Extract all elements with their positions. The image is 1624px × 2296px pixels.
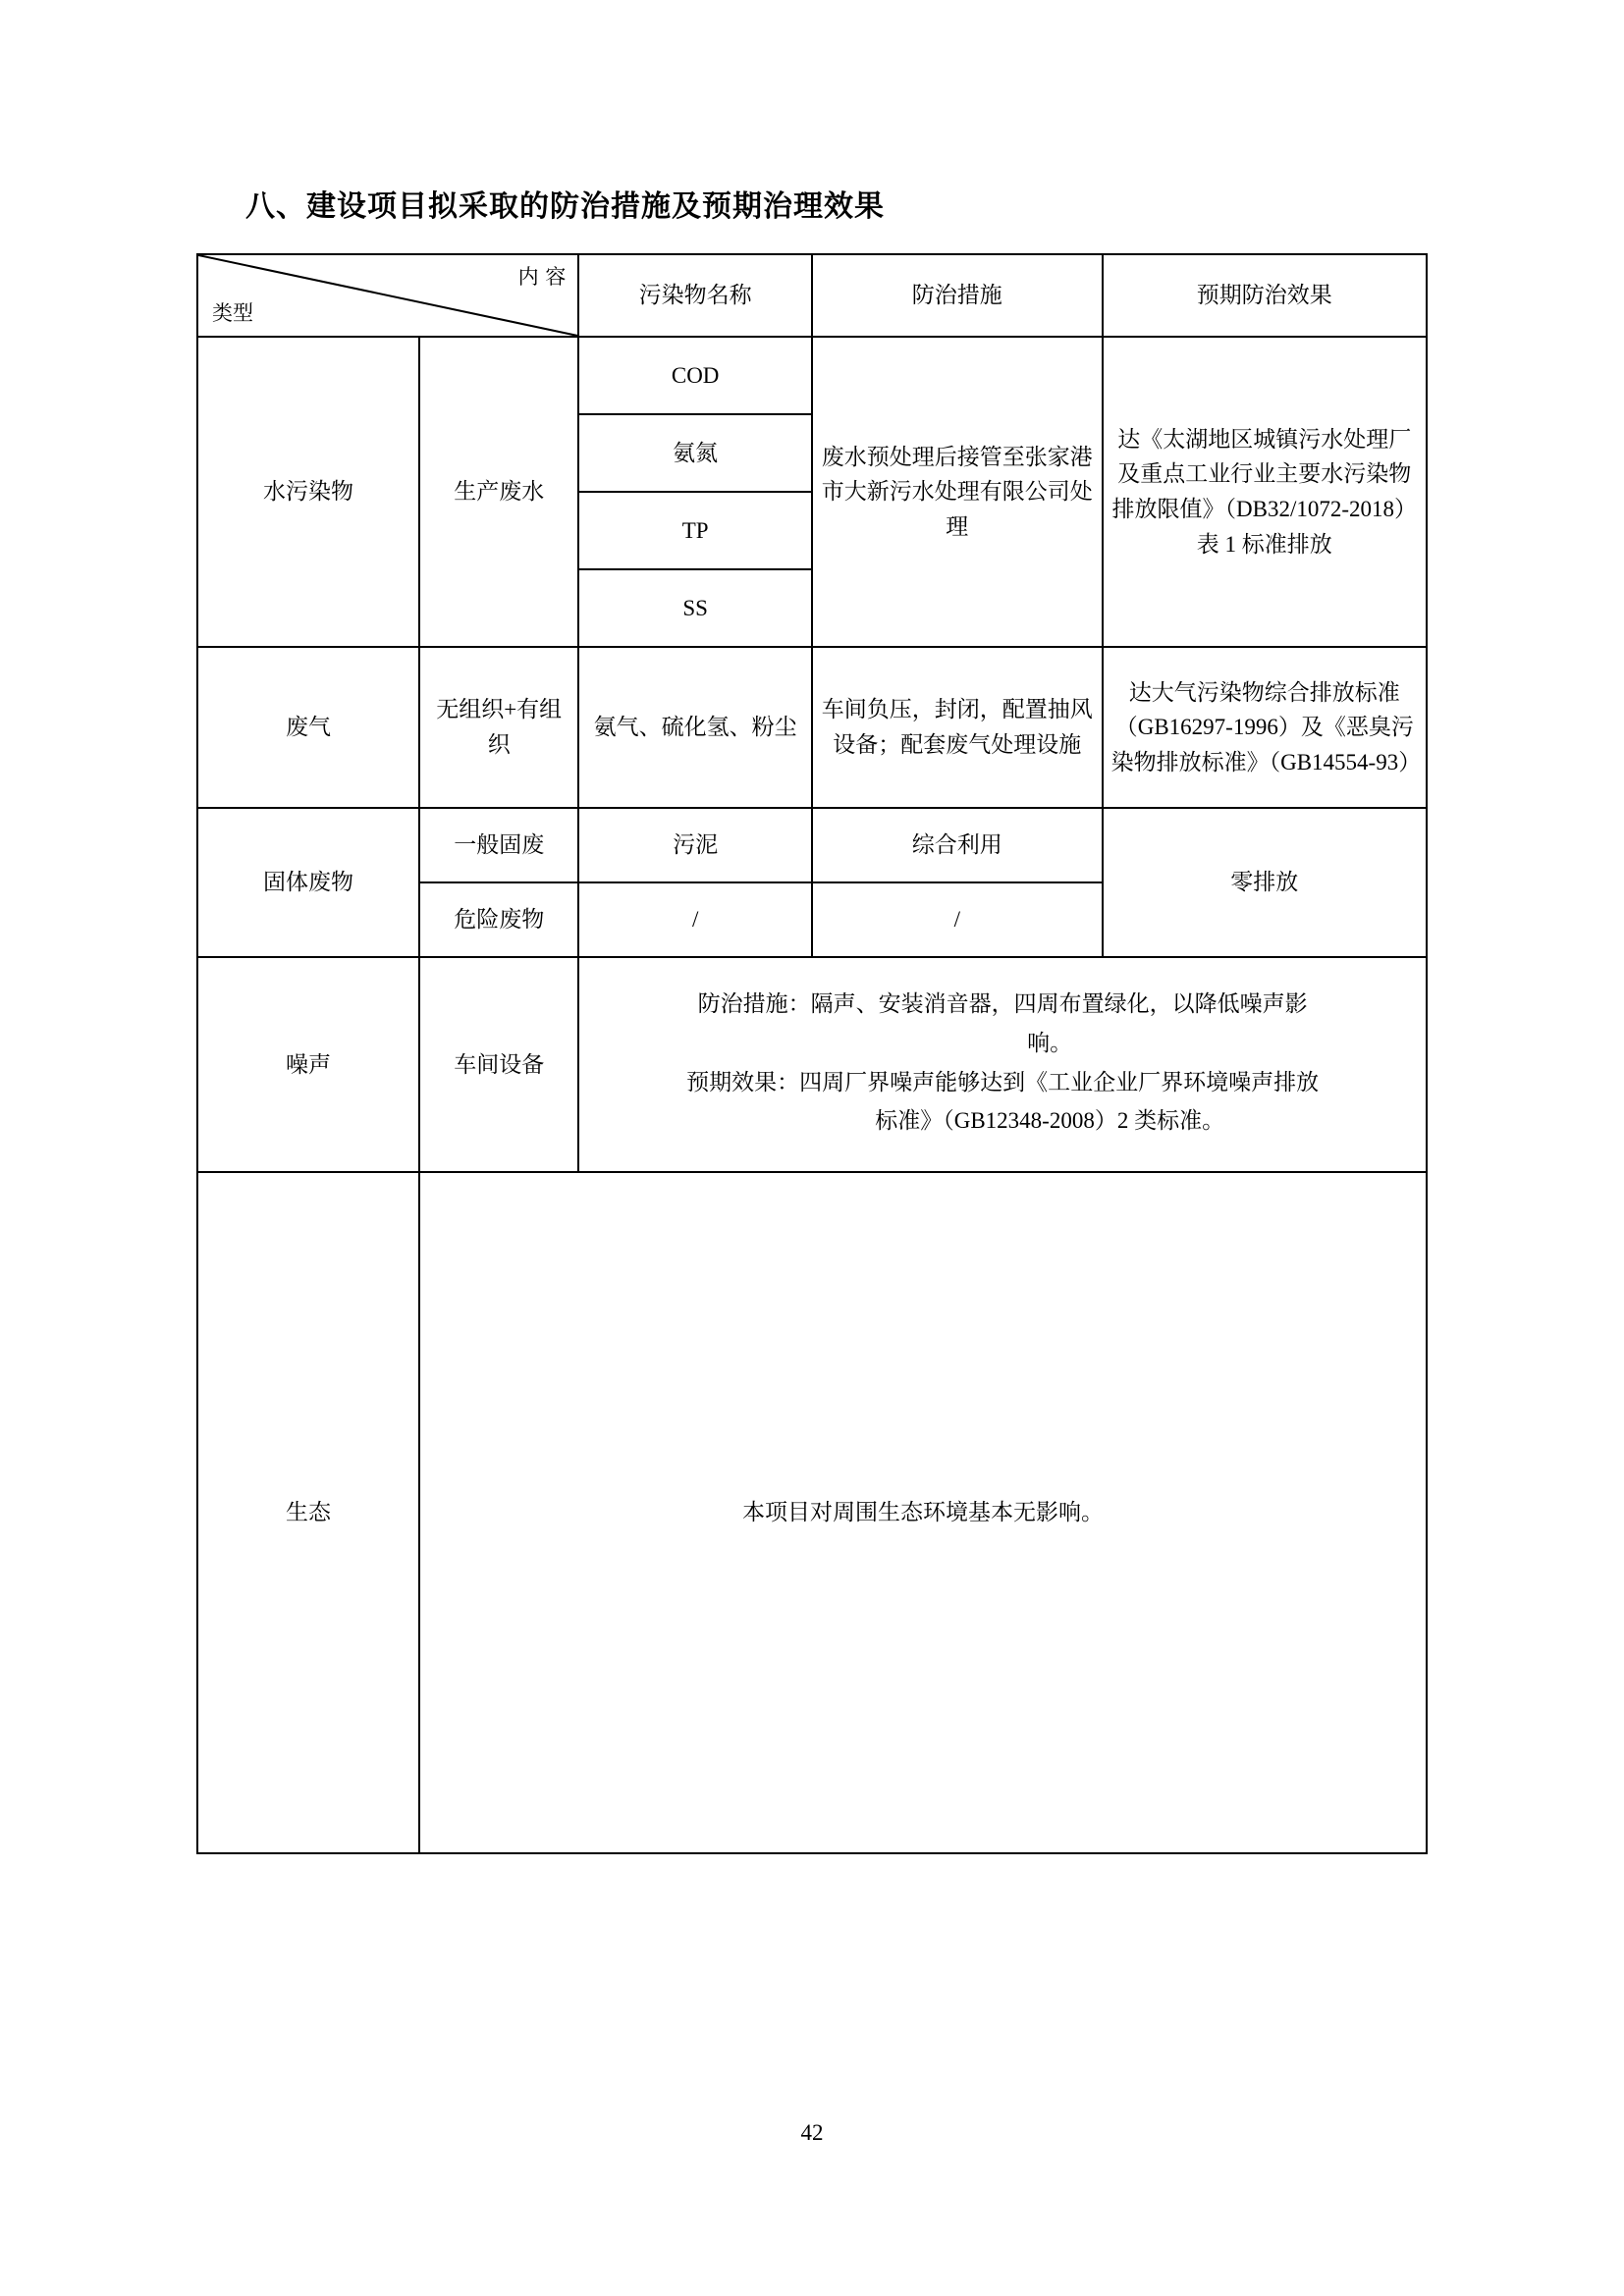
row-source-water: 生产废水 [419, 337, 578, 647]
table-row [197, 1172, 1427, 1853]
noise-effect-line2: 标准》（GB12348-2008）2 类标准。 [875, 1108, 1225, 1134]
page-title: 八、建设项目拟采取的防治措施及预期治理效果 [245, 189, 885, 224]
header-effect: 预期防治效果 [1103, 254, 1427, 337]
pollutant-gas: 氨气、硫化氢、粉尘 [578, 647, 812, 808]
row-type-ecology: 生态 [197, 1172, 419, 1853]
header-measure: 防治措施 [812, 254, 1103, 337]
measure-comprehensive-use: 综合利用 [812, 808, 1103, 882]
table-row [197, 957, 1427, 1172]
noise-measure-line2: 响。 [1027, 1030, 1073, 1055]
effect-zero-discharge: 零排放 [1103, 808, 1427, 957]
measure-water: 废水预处理后接管至张家港市大新污水处理有限公司处理 [812, 337, 1103, 647]
prevention-measures-table [196, 253, 1428, 1854]
noise-effect-line1: 预期效果：四周厂界噪声能够达到《工业企业厂界环境噪声排放 [686, 1069, 1320, 1095]
table-row [197, 647, 1427, 808]
pollutant-sludge: 污泥 [578, 808, 812, 882]
table-row [197, 337, 1427, 414]
row-type-solid-waste: 固体废物 [197, 808, 419, 957]
row-source-hazardous-waste: 危险废物 [419, 882, 578, 957]
row-source-general-solid: 一般固废 [419, 808, 578, 882]
noise-measures-text [578, 957, 1427, 1172]
pollutant-ammonia-nitrogen: 氨氮 [578, 414, 812, 492]
pollutant-tp: TP [578, 492, 812, 569]
header-pollutant: 污染物名称 [578, 254, 812, 337]
pollutant-cod: COD [578, 337, 812, 414]
effect-water: 达《太湖地区城镇污水处理厂及重点工业行业主要水污染物排放限值》（DB32/1072-2018）表 1 标准排放 [1103, 337, 1427, 647]
row-source-gas: 无组织+有组织 [419, 647, 578, 808]
row-type-noise: 噪声 [197, 957, 419, 1172]
row-source-noise: 车间设备 [419, 957, 578, 1172]
header-corner-cell [197, 254, 578, 337]
header-type-label: 类型 [212, 301, 253, 326]
measure-hazardous: / [812, 882, 1103, 957]
row-type-gas: 废气 [197, 647, 419, 808]
pollutant-ss: SS [578, 569, 812, 647]
pollutant-hazardous: / [578, 882, 812, 957]
measure-gas: 车间负压，封闭，配置抽风设备；配套废气处理设施 [812, 647, 1103, 808]
effect-gas: 达大气污染物综合排放标准（GB16297-1996）及《恶臭污染物排放标准》（GB14554-93） [1103, 647, 1427, 808]
page-number: 42 [800, 2120, 824, 2145]
table-header-row [197, 254, 1427, 337]
row-type-water: 水污染物 [197, 337, 419, 647]
noise-measure-line1: 防治措施：隔声、安装消音器，四周布置绿化，以降低噪声影 [697, 991, 1308, 1017]
ecology-content: 本项目对周围生态环境基本无影响。 [419, 1172, 1427, 1853]
table-row [197, 808, 1427, 882]
header-content-label: 内 容 [517, 265, 567, 289]
